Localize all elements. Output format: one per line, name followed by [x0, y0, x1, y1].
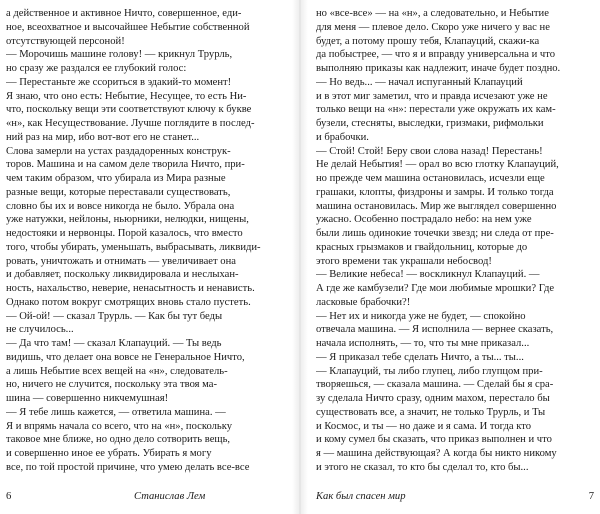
text-line: но, ничего не случится, поскольку эта твоя ма- — [6, 379, 218, 391]
text-line: ласковые брабочки?! — [316, 296, 411, 308]
text-line: и в этот миг заметил, что и правда исчезают уже не — [316, 90, 548, 102]
left-page-number: 6 — [6, 491, 12, 502]
text-line: красных грызмаков и гвайдольниц, которые до — [316, 241, 528, 253]
text-line: зу сделала Ничто сразу, одним махом, перестало бы — [316, 393, 550, 404]
left-page-text — [6, 7, 282, 475]
text-line: — Перестаньте же ссориться в эдакий-то момент! — [6, 76, 232, 88]
text-line: этого времени так украшали небосвод! — [316, 255, 492, 267]
text-line: только вещи на «н»: перестали уже окружать их кам- — [316, 104, 556, 116]
right-page — [308, 0, 600, 514]
book-gutter — [292, 0, 308, 514]
right-page-footer — [316, 490, 594, 504]
text-line: — Я тебе лишь кажется, — ответила машина. — — [6, 406, 226, 418]
text-line: начала исполнять, — то, что ты мне приказал... — [316, 338, 530, 349]
text-line: я — машина действующая? А когда бы никто никому — [316, 448, 557, 459]
right-running-head: Как был спасен мир — [316, 491, 406, 502]
text-line: и добавляет, поскольку ликвидировала и неслыхан- — [6, 269, 239, 281]
text-line: Однако потом вокруг смотрящих вновь стало пустеть. — [6, 296, 251, 308]
text-line: отсутствующей персоной! — [6, 35, 125, 47]
text-line: для меня — плевое дело. Скоро уже ничего у вас не — [316, 21, 550, 33]
text-line: все, по той простой причине, что умею делать все-все — [6, 461, 250, 473]
text-line: ний раз на мир, ибо вот-вот его не станет... — [6, 131, 200, 143]
text-line: были лишь одинокие точечки звезд; ни следа от пре- — [316, 228, 554, 239]
text-line: недостояки и нервонцы. Порой казалось, что вместо — [6, 228, 243, 239]
text-line: таковое мне ближе, но одно дело сотворить вещь, — [6, 434, 231, 446]
text-line: — Да что там! — сказал Клапауций. — Ты ведь — [6, 338, 222, 349]
text-line: ность, нахальство, неверие, ненасытность и ненависть. — [6, 283, 255, 294]
text-line: но прежде чем машина остановилась, исчезли еще — [316, 173, 545, 184]
text-line: и Космос, и ты — но даже и я сама. И тогда кто — [316, 420, 532, 432]
text-line: ное, всеохватное и высочайшее Небытие собственной — [6, 21, 250, 33]
text-line: — Великие небеса! — воскликнул Клапауций. — — [316, 269, 540, 281]
text-line: существовать все, а значит, не только Трурль, и Ты — [316, 406, 546, 418]
text-line: машина остановилась. Мир же выглядел совершенно — [316, 200, 557, 212]
right-page-text — [316, 7, 594, 475]
right-page-number: 7 — [588, 491, 594, 502]
text-line: — Но ведь... — начал испуганный Клапауций — [316, 76, 523, 88]
text-line: а действенное и активное Ничто, совершенное, еди- — [6, 8, 242, 19]
text-line: и кому сумел бы сказать, что приказ выполнен и что — [316, 434, 552, 446]
text-line: что, поскольку вещи эти соответствуют ключу к букве — [6, 104, 252, 116]
text-line: разные вещи, которые переставали существовать, — [6, 186, 231, 198]
text-line: «н», как Несуществование. Лучше поглядите в послед- — [6, 118, 255, 129]
text-line: Слова замерли на устах раздадоренных конструк- — [6, 145, 231, 157]
left-running-head: Станислав Лем — [134, 491, 206, 502]
text-line: — Клапауций, ты либо глупец, либо глупцом при- — [316, 365, 543, 377]
text-line: отвечала машина. — Я исполнила — вернее сказать, — [316, 324, 554, 336]
text-line: — Стой! Стой! Беру свои слова назад! Перестань! — [316, 145, 543, 157]
text-line: чем таким образом, что убирала из Мира разные — [6, 173, 226, 184]
text-line: Я и впрямь начала со всего, что на «н», поскольку — [6, 420, 233, 432]
text-line: не случилось... — [6, 324, 74, 336]
text-line: шина — совершенно никчемушная! — [6, 393, 169, 404]
text-line: Я знаю, что оно есть: Небытие, Несущее, то есть Ни- — [6, 90, 247, 102]
text-line: словно бы их и вовсе никогда не было. Убрала она — [6, 200, 235, 212]
text-line: выполняю приказы как надлежит, иначе будет поздно. — [316, 63, 561, 74]
text-line: и брабочки. — [316, 131, 369, 143]
left-page — [0, 0, 292, 514]
text-line: будет, а потому прошу тебя, Клапауций, скажи-ка — [316, 35, 540, 47]
left-page-footer — [6, 490, 282, 504]
text-line: того, чтобы убирать, уменьшать, выбрасывать, ликвиди- — [6, 241, 261, 253]
text-line: — Я приказал тебе сделать Ничто, а ты... ты... — [316, 351, 524, 363]
text-line: грашаки, клопты, физдроны и замры. И только тогда — [316, 186, 554, 198]
text-line: творяешься, — сказала машина. — Сделай бы я сра- — [316, 379, 554, 391]
text-line: и совершенно иное ее убрать. Убирать я могу — [6, 448, 212, 459]
text-line: — Ой-ой! — сказал Трурль. — Как бы тут беды — [6, 310, 223, 322]
text-line: и этого не сказал, то кто бы сделал то, кто бы... — [316, 461, 529, 473]
text-line: ровать, уничтожать и отнимать — увеличивает она — [6, 255, 236, 267]
text-line: видишь, что делает она вовсе не Генеральное Ничто, — [6, 351, 245, 363]
text-line: торов. Машина и на самом деле творила Ничто, при- — [6, 159, 245, 171]
text-line: а лишь Небытие всех вещей на «н», следователь- — [6, 365, 228, 377]
text-line: но сразу же раздался ее глубокий голос: — [6, 63, 187, 74]
text-line: да побыстрее, — что я и вправду универсальна и что — [316, 49, 556, 61]
text-line: А где же камбузели? Где мои любимые мрошки? Где — [316, 283, 555, 294]
text-line: ужасно. Особенно пострадало небо: на нем уже — [316, 214, 532, 226]
text-line: — Морочишь машине голову! — крикнул Трурль, — [6, 49, 233, 61]
text-line: — Нет их и никогда уже не будет, — спокойно — [316, 310, 526, 322]
text-line: уже натужки, нейлоны, ньюрники, нелюдки, нищены, — [6, 214, 249, 226]
text-line: бузели, стесняты, выследки, гризмаки, рифмольки — [316, 118, 544, 129]
text-line: но «все-все» — на «н», а следовательно, и Небытие — [316, 8, 549, 19]
text-line: Не делай Небытия! — орал во всю глотку Клапауций, — [316, 159, 559, 171]
